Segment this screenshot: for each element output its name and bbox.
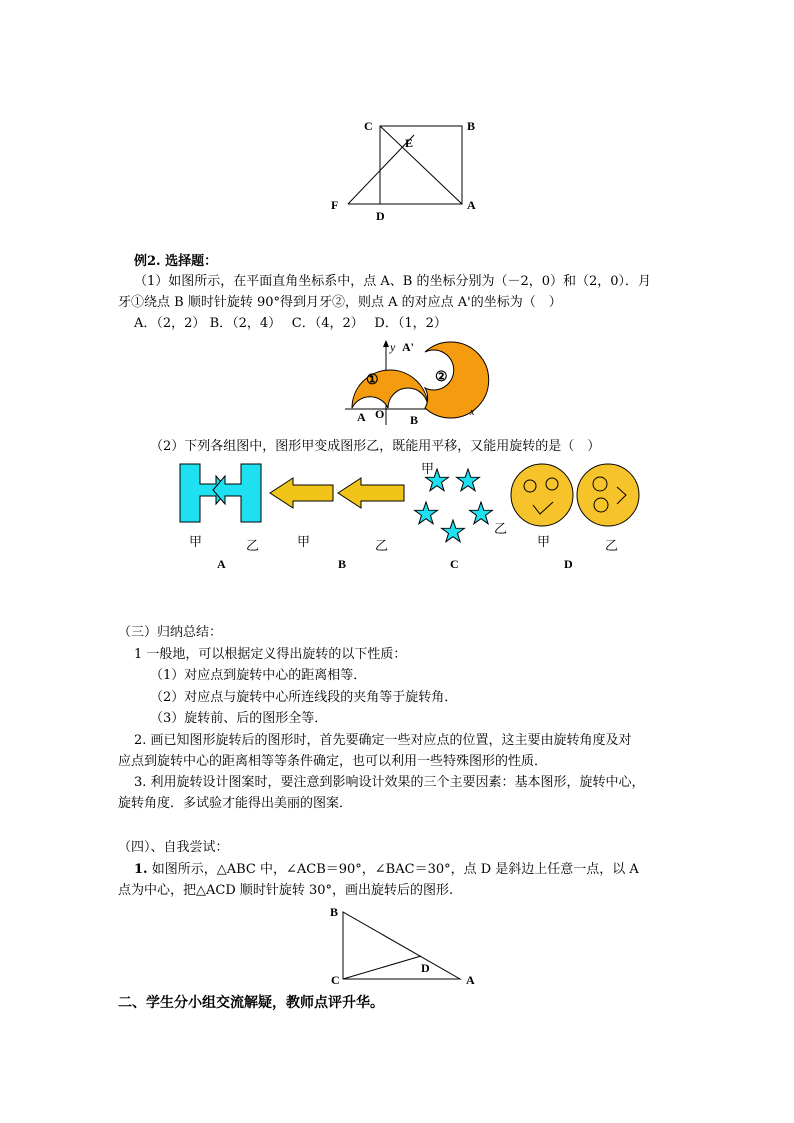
self-try-question-line-2: 点为中心，把△ACD 顺时针旋转 30°，画出旋转后的图形. xyxy=(118,883,454,898)
triangle-b-label: B xyxy=(330,905,339,919)
property-3: （3）旋转前、后的图形全等． xyxy=(150,711,328,726)
property-1: （1）对应点到旋转中心的距离相等． xyxy=(150,668,367,683)
option-c-yi: 乙 xyxy=(494,522,508,537)
moon-2-label: ② xyxy=(435,370,448,385)
q1-line-1: （1）如图所示，在平面直角坐标系中，点 A、B 的坐标分别为（－2，0）和（2，0）．月 xyxy=(134,274,652,289)
label-c: C xyxy=(364,119,373,133)
option-c-jia: 甲 xyxy=(421,462,435,477)
moon-o-label: O xyxy=(375,407,385,421)
property-2: （2）对应点与旋转中心所连线段的夹角等于旋转角． xyxy=(150,690,458,705)
summary-heading: （三）归纳总结： xyxy=(118,625,223,640)
summary-line-2a: 2. 画已知图形旋转后的图形时，首先要确定一些对应点的位置，这主要由旋转角度及对 xyxy=(134,733,632,748)
summary-line-1: 1 一般地，可以根据定义得出旋转的以下性质： xyxy=(134,647,407,662)
label-a: A xyxy=(467,198,476,212)
label-f: F xyxy=(331,198,339,212)
moon-b-label: B xyxy=(410,413,419,427)
q1-options: A．（2，2） B．（2，4） C．（4，2） D．（1，2） xyxy=(134,316,447,331)
option-d-jia: 甲 xyxy=(537,535,551,550)
option-b-jia: 甲 xyxy=(297,535,311,550)
triangle-c-label: C xyxy=(331,973,340,987)
option-d-label: D xyxy=(564,557,573,571)
label-d: D xyxy=(376,209,385,223)
moon-x-label: x xyxy=(470,407,475,418)
moon-a-label: A xyxy=(357,410,366,424)
option-a-jia: 甲 xyxy=(189,535,203,550)
triangle-a-label: A xyxy=(466,973,475,987)
option-a-yi: 乙 xyxy=(246,539,260,554)
example-2-title: 例2. 选择题： xyxy=(134,254,218,269)
part-2-heading: 二、学生分小组交流解疑，教师点评升华。 xyxy=(118,995,384,1011)
option-b-label: B xyxy=(338,557,347,571)
summary-line-2b: 应点到旋转中心的距离相等等条件确定，也可以利用一些特殊图形的性质． xyxy=(118,754,548,769)
question-number: 1. xyxy=(134,862,148,877)
q1-line-2: 牙①绕点 B 顺时针旋转 90°得到月牙②，则点 A 的对应点 A'的坐标为（ ） xyxy=(118,295,562,310)
label-e: E xyxy=(405,136,414,150)
summary-line-3b: 旋转角度．多试验才能得出美丽的图案． xyxy=(118,796,353,811)
option-d-yi: 乙 xyxy=(605,539,619,554)
summary-line-3a: 3. 利用旋转设计图案时，要注意到影响设计效果的三个主要因素：基本图形，旋转中心， xyxy=(134,775,645,790)
moon-y-label: y xyxy=(390,340,396,354)
option-a-label: A xyxy=(217,557,226,571)
question-text-1: 如图所示，△ABC 中，∠ACB＝90°，∠BAC＝30°，点 D 是斜边上任意一点，以 A xyxy=(147,862,639,877)
q2-text: （2）下列各组图中，图形甲变成图形乙，既能用平移，又能用旋转的是（ ） xyxy=(150,439,601,454)
self-try-heading: （四）、自我尝试： xyxy=(118,840,229,855)
label-b: B xyxy=(467,119,476,133)
moon-aprime-label: A' xyxy=(402,340,414,354)
option-c-label: C xyxy=(450,557,459,571)
triangle-d-label: D xyxy=(421,961,430,975)
option-b-yi: 乙 xyxy=(375,539,389,554)
moon-1-label: ① xyxy=(366,373,379,388)
